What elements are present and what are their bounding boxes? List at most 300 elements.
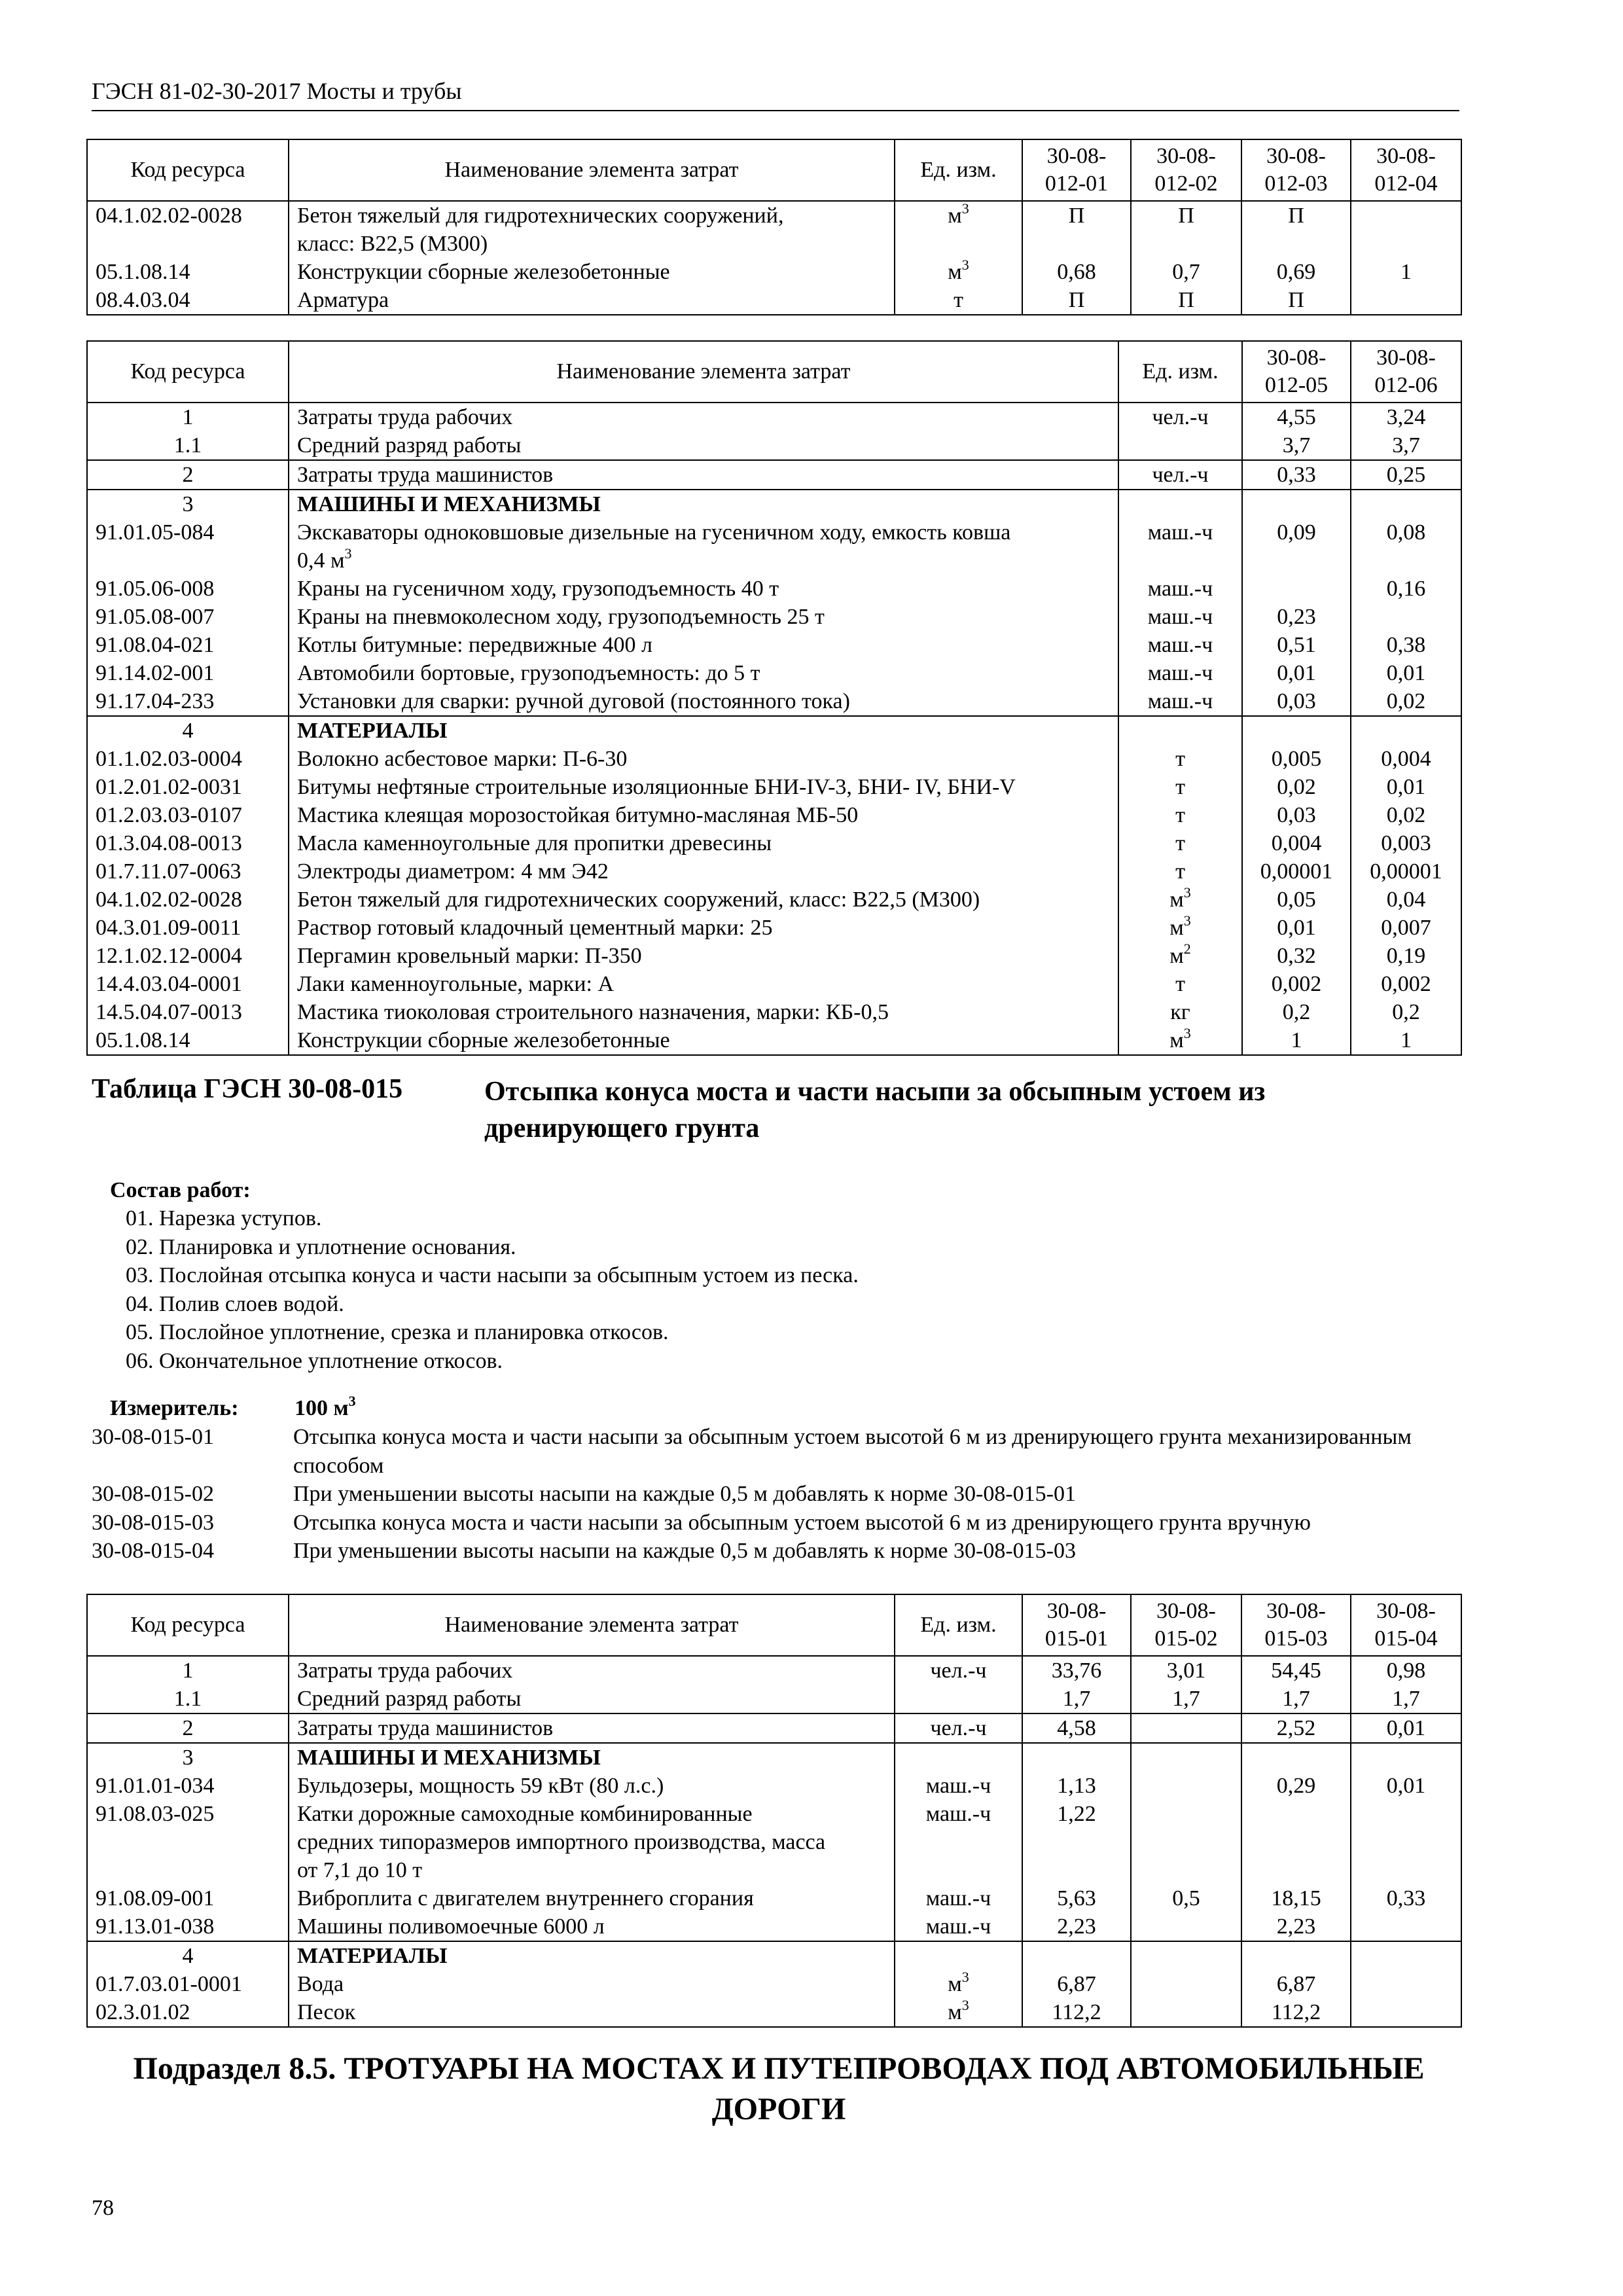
resource-code-cell: 91.08.09-001 <box>87 1884 289 1912</box>
unit-cell <box>1118 460 1242 490</box>
resource-name-text: 0,4 м <box>297 548 345 573</box>
unit-cell <box>895 1685 1022 1713</box>
superscript: 3 <box>344 545 352 562</box>
unit-text: м <box>948 260 962 284</box>
unit-text: маш.-ч <box>1147 633 1213 657</box>
value-cell: 0,05 <box>1242 886 1351 914</box>
value-cell: 0,01 <box>1351 773 1461 801</box>
resource-name-cell <box>289 1912 895 1941</box>
table-row <box>87 1941 1461 1970</box>
value-cell: 33,76 <box>1022 1656 1131 1685</box>
resource-name-cell <box>289 201 895 230</box>
table-row <box>87 1856 1461 1884</box>
value-cell <box>1131 1800 1241 1828</box>
work-item: 06. Окончательное уплотнение откосов. <box>126 1348 503 1373</box>
value-cell: 0,29 <box>1241 1772 1351 1800</box>
value-cell: 54,45 <box>1241 1656 1351 1685</box>
resource-code-cell: 02.3.01.02 <box>87 1998 289 2027</box>
resource-name-cell <box>289 1713 895 1743</box>
value-cell: 0,33 <box>1351 1884 1461 1912</box>
work-item: 04. Полив слоев водой. <box>126 1291 344 1316</box>
resource-name-text: Затраты труда рабочих <box>297 1659 513 1683</box>
table-row <box>87 1772 1461 1800</box>
value-cell: 0,09 <box>1242 518 1351 547</box>
unit-cell <box>895 258 1022 286</box>
superscript: 3 <box>961 1969 969 1985</box>
table-row <box>87 745 1461 773</box>
norm-text: Отсыпка конуса моста и части насыпи за обсыпным устоем высотой 6 м из дренирующего грунта механизированным способом <box>293 1425 1412 1478</box>
value-cell <box>1351 1941 1461 1970</box>
superscript: 3 <box>961 1997 969 2013</box>
resource-name-text: Средний разряд работы <box>297 433 522 457</box>
unit-text: м <box>948 2000 962 2024</box>
table-row <box>87 801 1461 829</box>
resource-name-cell <box>289 490 1118 518</box>
table-row <box>87 201 1461 230</box>
unit-cell <box>1118 745 1242 773</box>
value-cell <box>1351 490 1461 518</box>
measure-label: Измеритель: <box>110 1396 239 1420</box>
header-norm: 30-08- 012-02 <box>1131 139 1241 201</box>
norm-item <box>92 1537 1471 1566</box>
header-norm: 30-08- 012-01 <box>1022 139 1131 201</box>
resource-code-cell: 05.1.08.14 <box>87 258 289 286</box>
value-cell: 0,03 <box>1242 801 1351 829</box>
value-cell: 0,00001 <box>1242 857 1351 886</box>
unit-text: т <box>1175 803 1185 827</box>
resource-code-cell: 1 <box>87 403 289 431</box>
value-cell: 0,01 <box>1351 659 1461 687</box>
value-cell: 0,00001 <box>1351 857 1461 886</box>
value-cell: 0,08 <box>1351 518 1461 547</box>
table-header-row <box>87 1594 1461 1656</box>
resource-code-cell: 91.01.05-084 <box>87 518 289 547</box>
value-cell: 0,16 <box>1351 575 1461 603</box>
value-cell: 0,23 <box>1242 603 1351 631</box>
resource-name-cell <box>289 659 1118 687</box>
resource-code-cell: 4 <box>87 716 289 745</box>
resource-code-cell <box>87 1856 289 1884</box>
resource-name-cell <box>289 1941 895 1970</box>
value-cell: 0,01 <box>1242 914 1351 942</box>
value-cell: 0,004 <box>1351 745 1461 773</box>
superscript: 3 <box>1183 884 1191 901</box>
resource-name-cell <box>289 857 1118 886</box>
resource-name-text: Краны на пневмоколесном ходу, грузоподъемность 25 т <box>297 605 825 629</box>
resource-name-cell <box>289 1998 895 2027</box>
value-cell <box>1022 1743 1131 1772</box>
table-row <box>87 998 1461 1026</box>
value-cell: 0,02 <box>1351 687 1461 716</box>
resource-name-text: Мастика тиоколовая строительного назначения, марки: КБ-0,5 <box>297 1000 889 1024</box>
norm-code: 30-08-015-02 <box>92 1482 214 1506</box>
unit-cell <box>1118 801 1242 829</box>
resource-code-cell: 01.3.04.08-0013 <box>87 829 289 857</box>
table-row <box>87 773 1461 801</box>
resource-name-text: Катки дорожные самоходные комбинированные <box>297 1802 753 1826</box>
resource-name-text: Виброплита с двигателем внутреннего сгорания <box>297 1886 754 1910</box>
header-norm: 30-08- 012-04 <box>1351 139 1461 201</box>
unit-cell <box>895 1828 1022 1856</box>
resource-name-cell <box>289 286 895 315</box>
resource-name-text: МАТЕРИАЛЫ <box>297 719 448 743</box>
unit-cell <box>1118 914 1242 942</box>
resource-code-cell: 04.1.02.02-0028 <box>87 886 289 914</box>
resource-code-cell: 01.7.03.01-0001 <box>87 1970 289 1998</box>
resource-name-text: Электроды диаметром: 4 мм Э42 <box>297 859 609 884</box>
value-cell <box>1351 1800 1461 1828</box>
value-cell: 1,7 <box>1351 1685 1461 1713</box>
value-cell: 0,51 <box>1242 631 1351 659</box>
header-norm: 30-08- 012-05 <box>1242 341 1351 403</box>
unit-text: маш.-ч <box>1147 689 1213 713</box>
works-heading: Состав работ: <box>110 1178 251 1202</box>
value-cell <box>1241 1941 1351 1970</box>
value-cell <box>1022 230 1131 258</box>
value-cell <box>1242 575 1351 603</box>
table-row <box>87 575 1461 603</box>
norm-code: 30-08-015-04 <box>92 1539 214 1563</box>
header-norm: 30-08- 015-03 <box>1241 1594 1351 1656</box>
unit-cell <box>895 1800 1022 1828</box>
header-name: Наименование элемента затрат <box>289 341 1118 403</box>
value-cell: 2,23 <box>1022 1912 1131 1941</box>
resource-name-text: Масла каменноугольные для пропитки древесины <box>297 831 772 855</box>
resource-name-cell <box>289 773 1118 801</box>
value-cell <box>1351 1998 1461 2027</box>
superscript: 3 <box>1183 1025 1191 1041</box>
header-unit: Ед. изм. <box>895 1594 1022 1656</box>
resource-code-cell: 91.01.01-034 <box>87 1772 289 1800</box>
unit-text: т <box>1175 747 1185 771</box>
table-row <box>87 1884 1461 1912</box>
norm-text: Отсыпка конуса моста и части насыпи за обсыпным устоем высотой 6 м из дренирующего грунта вручную <box>293 1510 1311 1535</box>
unit-cell <box>1118 603 1242 631</box>
resource-name-text: МАТЕРИАЛЫ <box>297 1944 448 1968</box>
table-row <box>87 942 1461 970</box>
work-item: 03. Послойная отсыпка конуса и части насыпи за обсыпным устоем из песка. <box>126 1263 859 1287</box>
value-cell: 0,01 <box>1351 1713 1461 1743</box>
value-cell <box>1131 1970 1241 1998</box>
superscript: 3 <box>1183 912 1191 929</box>
value-cell: 0,98 <box>1351 1656 1461 1685</box>
unit-text: чел.-ч <box>930 1659 987 1683</box>
value-cell: 0,002 <box>1351 970 1461 998</box>
table-title: Отсыпка конуса моста и части насыпи за обсыпным устоем из дренирующего грунта <box>484 1077 1266 1143</box>
value-cell: 112,2 <box>1022 1998 1131 2027</box>
value-cell <box>1131 1713 1241 1743</box>
superscript: 3 <box>961 257 969 273</box>
resource-name-cell <box>289 1970 895 1998</box>
table-row <box>87 1970 1461 1998</box>
resource-code-cell: 3 <box>87 1743 289 1772</box>
value-cell: 18,15 <box>1241 1884 1351 1912</box>
value-cell: 0,7 <box>1131 258 1241 286</box>
resource-name-cell <box>289 1656 895 1685</box>
value-cell <box>1131 1998 1241 2027</box>
value-cell: П <box>1241 286 1351 315</box>
resource-code-cell: 01.2.01.02-0031 <box>87 773 289 801</box>
unit-cell <box>1118 490 1242 518</box>
resource-code-cell: 1 <box>87 1656 289 1685</box>
value-cell: 4,58 <box>1022 1713 1131 1743</box>
resource-code-cell: 08.4.03.04 <box>87 286 289 315</box>
resource-code-cell: 04.3.01.09-0011 <box>87 914 289 942</box>
resource-name-text: Установки для сварки: ручной дуговой (постоянного тока) <box>297 689 850 713</box>
works-list <box>126 1204 859 1375</box>
work-item: 05. Послойное уплотнение, срезка и планировка откосов. <box>126 1320 669 1344</box>
norm-text: При уменьшении высоты насыпи на каждые 0,5 м добавлять к норме 30-08-015-01 <box>293 1482 1076 1506</box>
resource-code-cell <box>87 1828 289 1856</box>
value-cell: 0,02 <box>1242 773 1351 801</box>
unit-cell <box>1118 403 1242 431</box>
unit-cell <box>895 1743 1022 1772</box>
work-item: 02. Планировка и уплотнение основания. <box>126 1234 516 1259</box>
value-cell: 0,38 <box>1351 631 1461 659</box>
value-cell: 3,7 <box>1351 431 1461 460</box>
value-cell: 1 <box>1351 1026 1461 1055</box>
unit-cell <box>1118 886 1242 914</box>
header-name: Наименование элемента затрат <box>289 139 895 201</box>
table-row <box>87 857 1461 886</box>
resource-name-cell <box>289 1828 895 1856</box>
resource-name-text: Конструкции сборные железобетонные <box>297 260 670 284</box>
resource-name-text: Затраты труда рабочих <box>297 405 513 429</box>
header-norm: 30-08- 015-04 <box>1351 1594 1461 1656</box>
value-cell <box>1242 716 1351 745</box>
resource-code-cell: 01.2.03.03-0107 <box>87 801 289 829</box>
table-row <box>87 1685 1461 1713</box>
resource-code-cell: 14.5.04.07-0013 <box>87 998 289 1026</box>
table-row <box>87 1656 1461 1685</box>
resource-code-cell <box>87 547 289 575</box>
table-row <box>87 258 1461 286</box>
unit-cell <box>1118 773 1242 801</box>
resource-name-text: Мастика клеящая морозостойкая битумно-масляная МБ-50 <box>297 803 859 827</box>
resource-code-cell: 2 <box>87 460 289 490</box>
unit-text: маш.-ч <box>1147 520 1213 545</box>
unit-cell <box>1118 970 1242 998</box>
unit-cell <box>895 286 1022 315</box>
table-row <box>87 1743 1461 1772</box>
resource-name-cell <box>289 914 1118 942</box>
unit-text: т <box>1175 972 1185 996</box>
value-cell: 0,002 <box>1242 970 1351 998</box>
unit-cell <box>895 230 1022 258</box>
resource-table-012-01-04 <box>86 139 1462 315</box>
value-cell <box>1351 1828 1461 1856</box>
value-cell <box>1351 603 1461 631</box>
resource-name-cell <box>289 547 1118 575</box>
value-cell <box>1131 1743 1241 1772</box>
value-cell: 0,5 <box>1131 1884 1241 1912</box>
value-cell: 3,7 <box>1242 431 1351 460</box>
unit-text: маш.-ч <box>925 1774 991 1798</box>
table-row <box>87 687 1461 716</box>
unit-text: м <box>948 1972 962 1996</box>
value-cell <box>1351 716 1461 745</box>
value-cell <box>1241 1856 1351 1884</box>
table-row <box>87 1828 1461 1856</box>
unit-text: маш.-ч <box>925 1914 991 1939</box>
unit-cell <box>1118 716 1242 745</box>
unit-cell <box>1118 575 1242 603</box>
value-cell <box>1022 1941 1131 1970</box>
resource-name-cell <box>289 829 1118 857</box>
resource-name-cell <box>289 403 1118 431</box>
resource-name-text: Бетон тяжелый для гидротехнических сооружений, класс: В22,5 (М300) <box>297 888 980 912</box>
value-cell <box>1242 490 1351 518</box>
unit-cell <box>895 1713 1022 1743</box>
resource-table-012-05-06 <box>86 340 1462 1056</box>
resource-name-text: Конструкции сборные железобетонные <box>297 1028 670 1052</box>
resource-code-cell: 91.05.08-007 <box>87 603 289 631</box>
header-norm: 30-08- 015-01 <box>1022 1594 1131 1656</box>
resource-name-cell <box>289 1884 895 1912</box>
table-row <box>87 547 1461 575</box>
value-cell: 0,33 <box>1242 460 1351 490</box>
unit-cell <box>1118 431 1242 460</box>
value-cell <box>1131 1772 1241 1800</box>
header-unit: Ед. изм. <box>1118 341 1242 403</box>
norm-item <box>92 1480 1471 1509</box>
header-norm: 30-08- 012-06 <box>1351 341 1461 403</box>
header-name: Наименование элемента затрат <box>289 1594 895 1656</box>
norm-code: 30-08-015-01 <box>92 1425 214 1449</box>
value-cell: 0,69 <box>1241 258 1351 286</box>
unit-cell <box>1118 1026 1242 1055</box>
value-cell: 3,01 <box>1131 1656 1241 1685</box>
resource-name-text: Арматура <box>297 288 389 312</box>
table-row <box>87 970 1461 998</box>
resource-name-cell <box>289 603 1118 631</box>
unit-cell <box>1118 518 1242 547</box>
value-cell: 0,005 <box>1242 745 1351 773</box>
unit-cell <box>895 1772 1022 1800</box>
norm-item <box>92 1509 1471 1537</box>
resource-name-cell <box>289 716 1118 745</box>
value-cell <box>1351 286 1461 315</box>
resource-name-text: от 7,1 до 10 т <box>297 1858 423 1882</box>
value-cell: 0,19 <box>1351 942 1461 970</box>
value-cell <box>1131 1856 1241 1884</box>
resource-name-cell <box>289 970 1118 998</box>
value-cell: 0,04 <box>1351 886 1461 914</box>
norm-text: При уменьшении высоты насыпи на каждые 0,5 м добавлять к норме 30-08-015-03 <box>293 1539 1076 1563</box>
page-number: 78 <box>92 2196 114 2220</box>
resource-code-cell: 91.13.01-038 <box>87 1912 289 1941</box>
table-row <box>87 1026 1461 1055</box>
unit-cell <box>895 1656 1022 1685</box>
value-cell: 1 <box>1351 258 1461 286</box>
value-cell: 0,02 <box>1351 801 1461 829</box>
value-cell: 5,63 <box>1022 1884 1131 1912</box>
value-cell: 0,68 <box>1022 258 1131 286</box>
value-cell: 0,2 <box>1351 998 1461 1026</box>
unit-cell <box>1118 829 1242 857</box>
value-cell: П <box>1022 201 1131 230</box>
value-cell: 1,7 <box>1131 1685 1241 1713</box>
value-cell <box>1131 1941 1241 1970</box>
resource-name-text: Бетон тяжелый для гидротехнических сооружений, <box>297 204 784 228</box>
header-code: Код ресурса <box>87 139 289 201</box>
value-cell: 2,52 <box>1241 1713 1351 1743</box>
value-cell: 3,24 <box>1351 403 1461 431</box>
value-cell: 1 <box>1242 1026 1351 1055</box>
resource-name-cell <box>289 801 1118 829</box>
resource-name-text: Машины поливомоечные 6000 л <box>297 1914 605 1939</box>
unit-text: т <box>954 288 963 312</box>
measure-value: 100 $м^3$ <box>294 1393 356 1420</box>
value-cell: 0,01 <box>1242 659 1351 687</box>
table-row <box>87 1912 1461 1941</box>
running-header: ГЭСН 81-02-30-2017 Мосты и трубы <box>92 78 462 104</box>
resource-name-text: Краны на гусеничном ходу, грузоподъемность 40 т <box>297 577 779 601</box>
value-cell: П <box>1131 286 1241 315</box>
resource-code-cell <box>87 230 289 258</box>
norms-list <box>92 1423 1471 1566</box>
value-cell <box>1351 1743 1461 1772</box>
header-norm: 30-08- 015-02 <box>1131 1594 1241 1656</box>
table-row <box>87 631 1461 659</box>
value-cell <box>1241 230 1351 258</box>
resource-name-cell <box>289 230 895 258</box>
resource-name-cell <box>289 745 1118 773</box>
unit-text: чел.-ч <box>1152 405 1209 429</box>
resource-name-text: Автомобили бортовые, грузоподъемность: до 5 т <box>297 661 760 685</box>
resource-name-cell <box>289 575 1118 603</box>
resource-code-cell: 4 <box>87 1941 289 1970</box>
value-cell: 1,7 <box>1241 1685 1351 1713</box>
resource-name-text: МАШИНЫ И МЕХАНИЗМЫ <box>297 1746 601 1770</box>
resource-name-cell <box>289 1026 1118 1055</box>
resource-name-cell <box>289 998 1118 1026</box>
table-row <box>87 460 1461 490</box>
resource-code-cell: 01.1.02.03-0004 <box>87 745 289 773</box>
table-row <box>87 230 1461 258</box>
unit-text: т <box>1175 775 1185 799</box>
table-row <box>87 490 1461 518</box>
table-row <box>87 1998 1461 2027</box>
unit-cell <box>1118 631 1242 659</box>
resource-name-text: Котлы битумные: передвижные 400 л <box>297 633 652 657</box>
table-row <box>87 286 1461 315</box>
resource-name-text: Пергамин кровельный марки: П-350 <box>297 944 642 968</box>
unit-cell <box>895 1856 1022 1884</box>
value-cell: 1,7 <box>1022 1685 1131 1713</box>
resource-code-cell: 91.14.02-001 <box>87 659 289 687</box>
table-row <box>87 914 1461 942</box>
resource-name-text: Волокно асбестовое марки: П-6-30 <box>297 747 628 771</box>
unit-text: м <box>1169 944 1184 968</box>
header-code: Код ресурса <box>87 341 289 403</box>
resource-name-cell <box>289 942 1118 970</box>
value-cell: 0,01 <box>1351 1772 1461 1800</box>
value-cell <box>1241 1800 1351 1828</box>
header-code: Код ресурса <box>87 1594 289 1656</box>
resource-code-cell: 12.1.02.12-0004 <box>87 942 289 970</box>
value-cell <box>1022 1828 1131 1856</box>
table-row <box>87 1800 1461 1828</box>
resource-name-cell <box>289 886 1118 914</box>
subsection-title: Подраздел 8.5. ТРОТУАРЫ НА МОСТАХ И ПУТЕПРОВОДАХ ПОД АВТОМОБИЛЬНЫЕ ДОРОГИ <box>133 2051 1425 2126</box>
value-cell: 0,32 <box>1242 942 1351 970</box>
resource-name-cell <box>289 518 1118 547</box>
table-label: Таблица ГЭСН 30-08-015 <box>92 1074 403 1104</box>
value-cell <box>1242 547 1351 575</box>
resource-code-cell: 14.4.03.04-0001 <box>87 970 289 998</box>
resource-name-text: Средний разряд работы <box>297 1687 522 1711</box>
